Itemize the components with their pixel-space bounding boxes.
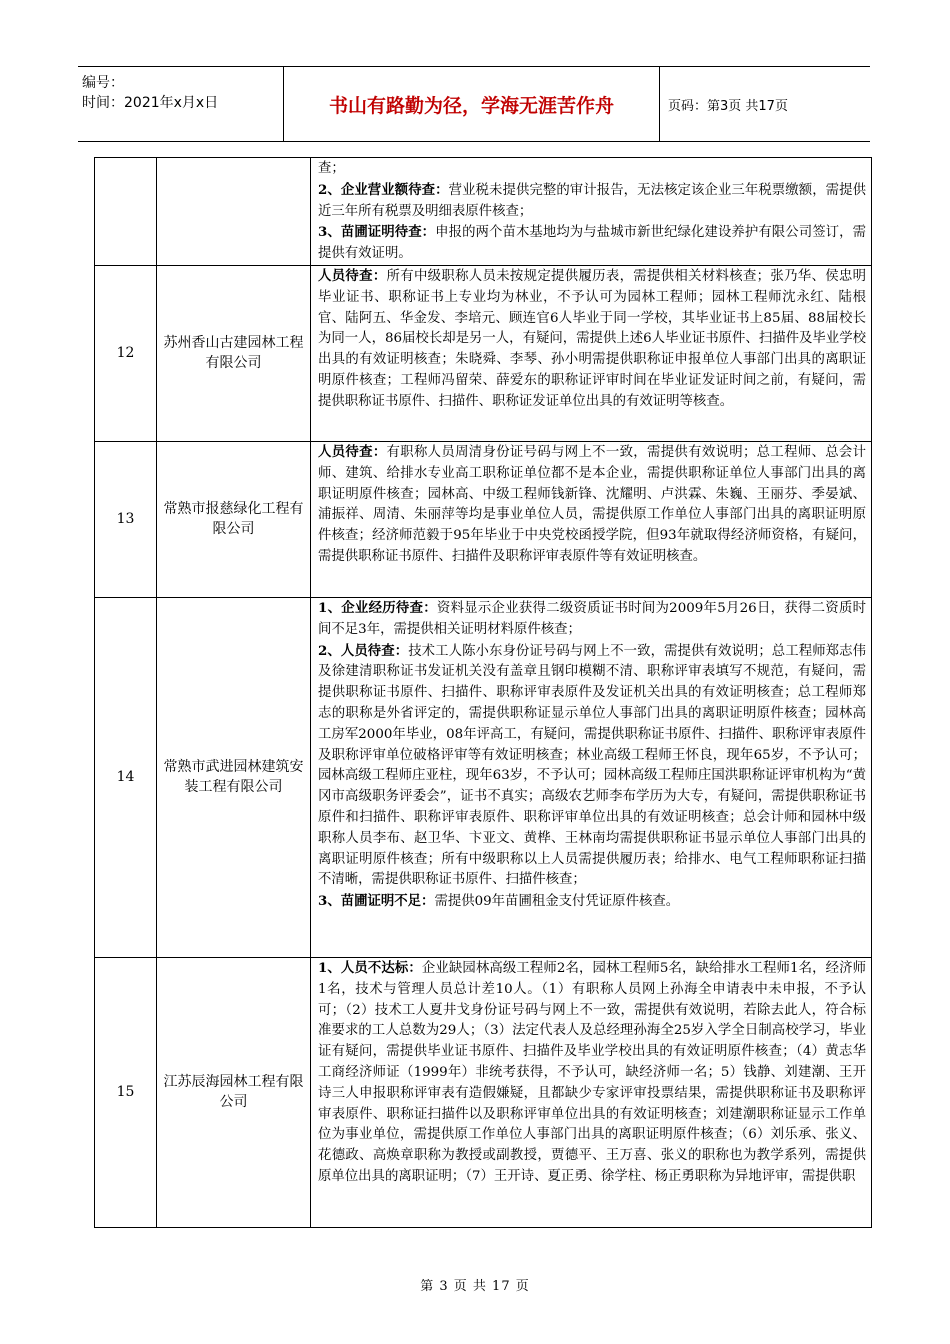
page-footer: 第 3 页 共 17 页 — [420, 1279, 530, 1294]
company-name: 常熟市报慈绿化工程有限公司 — [157, 441, 311, 597]
finding-text: 有职称人员周清身份证号码与网上不一致，需提供有效说明；总工程师、总会计师、建筑、给排水专业高工职称证单位都不是本企业，需提供职称证单位人事部门出具的离职证明原件核查；园林高、中级工程师钱新锋、沈耀明、卢洪霖、朱巍、王丽芬、季晏斌、浦振祥、周清、朱丽萍等均是事业单位人员，需提供原工作单位人事部门出具的离职证明原件核查；经济师范毅于95年毕业于中央党校函授学院，但93年就取得经济师资格，有疑问，需提供职称证书原件、扫描件及职称评审表原件等有效证明核查。 — [318, 444, 867, 564]
review-table-body — [95, 158, 872, 1228]
finding-heading: 1、企业经历待查： — [318, 599, 437, 616]
finding-heading: 3、苗圃证明不足： — [318, 893, 435, 910]
page-header — [78, 66, 870, 142]
review-findings — [311, 441, 872, 597]
document-number-label: 编号： — [82, 75, 124, 91]
finding-heading: 2、人员待查： — [318, 642, 409, 659]
review-table — [94, 157, 872, 1228]
review-findings — [311, 957, 872, 1227]
finding-text: 申报的两个苗木基地均为与盐城市新世纪绿化建设养护有限公司签订，需提供有效证明。 — [318, 225, 866, 262]
header-meta — [78, 67, 283, 141]
finding-paragraph — [318, 598, 866, 641]
header-motto: 书山有路勤为径，学海无涯苦作舟 — [283, 67, 660, 141]
review-findings — [311, 158, 872, 266]
finding-heading: 人员待查： — [318, 267, 387, 284]
finding-paragraph — [318, 158, 866, 180]
finding-heading: 3、苗圃证明待查： — [318, 224, 436, 241]
finding-heading: 1、人员不达标： — [318, 959, 422, 976]
company-name: 苏州香山古建园林工程有限公司 — [157, 265, 311, 441]
finding-heading: 2、企业营业额待查： — [318, 181, 449, 198]
finding-text: 资料显示企业获得二级资质证书时间为2009年5月26日，获得二资质时间不足3年，需提供相关证明材料原件核查； — [318, 600, 866, 637]
row-number: 15 — [95, 957, 157, 1227]
finding-paragraph — [318, 442, 866, 568]
company-name: 江苏辰海园林工程有限公司 — [157, 957, 311, 1227]
finding-text: 查； — [318, 161, 345, 176]
finding-text: 企业缺园林高级工程师2名，园林工程师5名，缺给排水工程师1名，经济师1名，技术与管理人员总计差10人。（1）有职称人员网上孙海全申请表中未申报，不予认可；（2）技术工人夏井戈身份证号码与网上不一致，需提供有效说明，若除去此人，符合标准要求的工人总数为29人；（3）法定代表人及总经理孙海全25岁入学全日制高校学习，毕业证有疑问，需提供毕业证书原件、扫描件及毕业学校出具的有效证明原件核查；（4）黄志华工商经济师证（1999年）非统考获得，不予认可，缺经济师一名；5）钱静、刘建潮、王开诗三人申报职称评审表有造假嫌疑，且都缺少专家评审投票结果，需提供职称证书及职称评审表原件、职称证扫描件以及职称评审单位出具的有效证明核查；刘建潮职称证显示工作单位为事业单位，需提供原工作单位人事部门出具的离职证明原件核查；（6）刘乐承、张义、花德政、高焕章职称为教授或副教授，贾德平、王万喜、张义的职称也为教学系列，需提供原单位出具的离职证明；（7）王开诗、夏正勇、徐学柱、杨正勇职称为异地评审，需提供职 — [318, 960, 866, 1184]
review-findings — [311, 265, 872, 441]
finding-heading: 人员待查： — [318, 443, 387, 460]
company-name — [157, 158, 311, 266]
row-number: 12 — [95, 265, 157, 441]
row-number — [95, 158, 157, 266]
finding-paragraph — [318, 222, 866, 265]
finding-paragraph — [318, 958, 866, 1188]
finding-paragraph — [318, 891, 866, 913]
table-row — [95, 957, 872, 1227]
finding-text: 营业税未提供完整的审计报告，无法核定该企业三年税票缴额，需提供近三年所有税票及明细表原件核查； — [318, 182, 867, 219]
finding-paragraph — [318, 641, 866, 892]
table-row — [95, 265, 872, 441]
finding-paragraph — [318, 266, 866, 413]
finding-text: 需提供09年苗圃租金支付凭证原件核查。 — [434, 894, 680, 910]
table-row — [95, 597, 872, 957]
finding-text: 技术工人陈小东身份证号码与网上不一致，需提供有效说明；总工程师郑志伟及徐建清职称证书发证机关没有盖章且钢印模糊不清、职称评审表填写不规范，有疑问，需提供职称证书原件、扫描件、职称评审表原件及发证机关出具的有效证明核查；总工程师郑志的职称是外省评定的，需提供职称证显示单位人事部门出具的离职证明原件核查；园林高工房军2000年毕业，08年评高工，有疑问，需提供职称证书原件、扫描件、职称评审表原件及职称评审单位破格评审等有效证明核查；林业高级工程师王怀良，现年65岁，不予认可；园林高级工程师庄亚柱，现年63岁，不予认可；园林高级工程师庄国洪职称证评审机构为“黄冈市高级职务评委会”，证书不真实；高级农艺师李布学历为大专，有疑问，需提供职称证书原件和扫描件、职称评审表原件、职称评审单位出具的有效证明核查；总会计师和园林中级职称人员李布、赵卫华、卞亚文、黄桦、王林南均需提供职称证书显示单位人事部门出具的离职证明原件核查；所有中级职称以上人员需提供履历表；给排水、电气工程师职称证扫描不清晰，需提供职称证书原件、扫描件核查； — [318, 643, 866, 888]
review-findings — [311, 597, 872, 957]
row-number: 13 — [95, 441, 157, 597]
company-name: 常熟市武进园林建筑安装工程有限公司 — [157, 597, 311, 957]
header-page-info: 页码：第3页 共17页 — [668, 98, 788, 114]
finding-text: 所有中级职称人员未按规定提供履历表，需提供相关材料核查；张乃华、侯忠明毕业证书、职称证书上专业均为林业，不予认可为园林工程师；园林工程师沈永红、陆根官、陆阿五、华金发、李培元、顾连官6人毕业于同一学校，其毕业证书上85届、88届校长为同一人，86届校长却是另一人，有疑问，需提供上述6人毕业证书原件、扫描件及毕业学校出具的有效证明核查；朱晓舜、李琴、孙小明需提供职称证申报单位人事部门出具的离职证明原件核查；工程师冯留荣、薛爱东的职称证评审时间在毕业证发证时间之前，有疑问，需提供职称证书原件、扫描件、职称证发证单位出具的有效证明等核查。 — [318, 268, 867, 409]
finding-paragraph — [318, 180, 866, 223]
table-row — [95, 158, 872, 266]
row-number: 14 — [95, 597, 157, 957]
document-time-label: 时间：2021年x月x日 — [82, 95, 219, 111]
table-row — [95, 441, 872, 597]
